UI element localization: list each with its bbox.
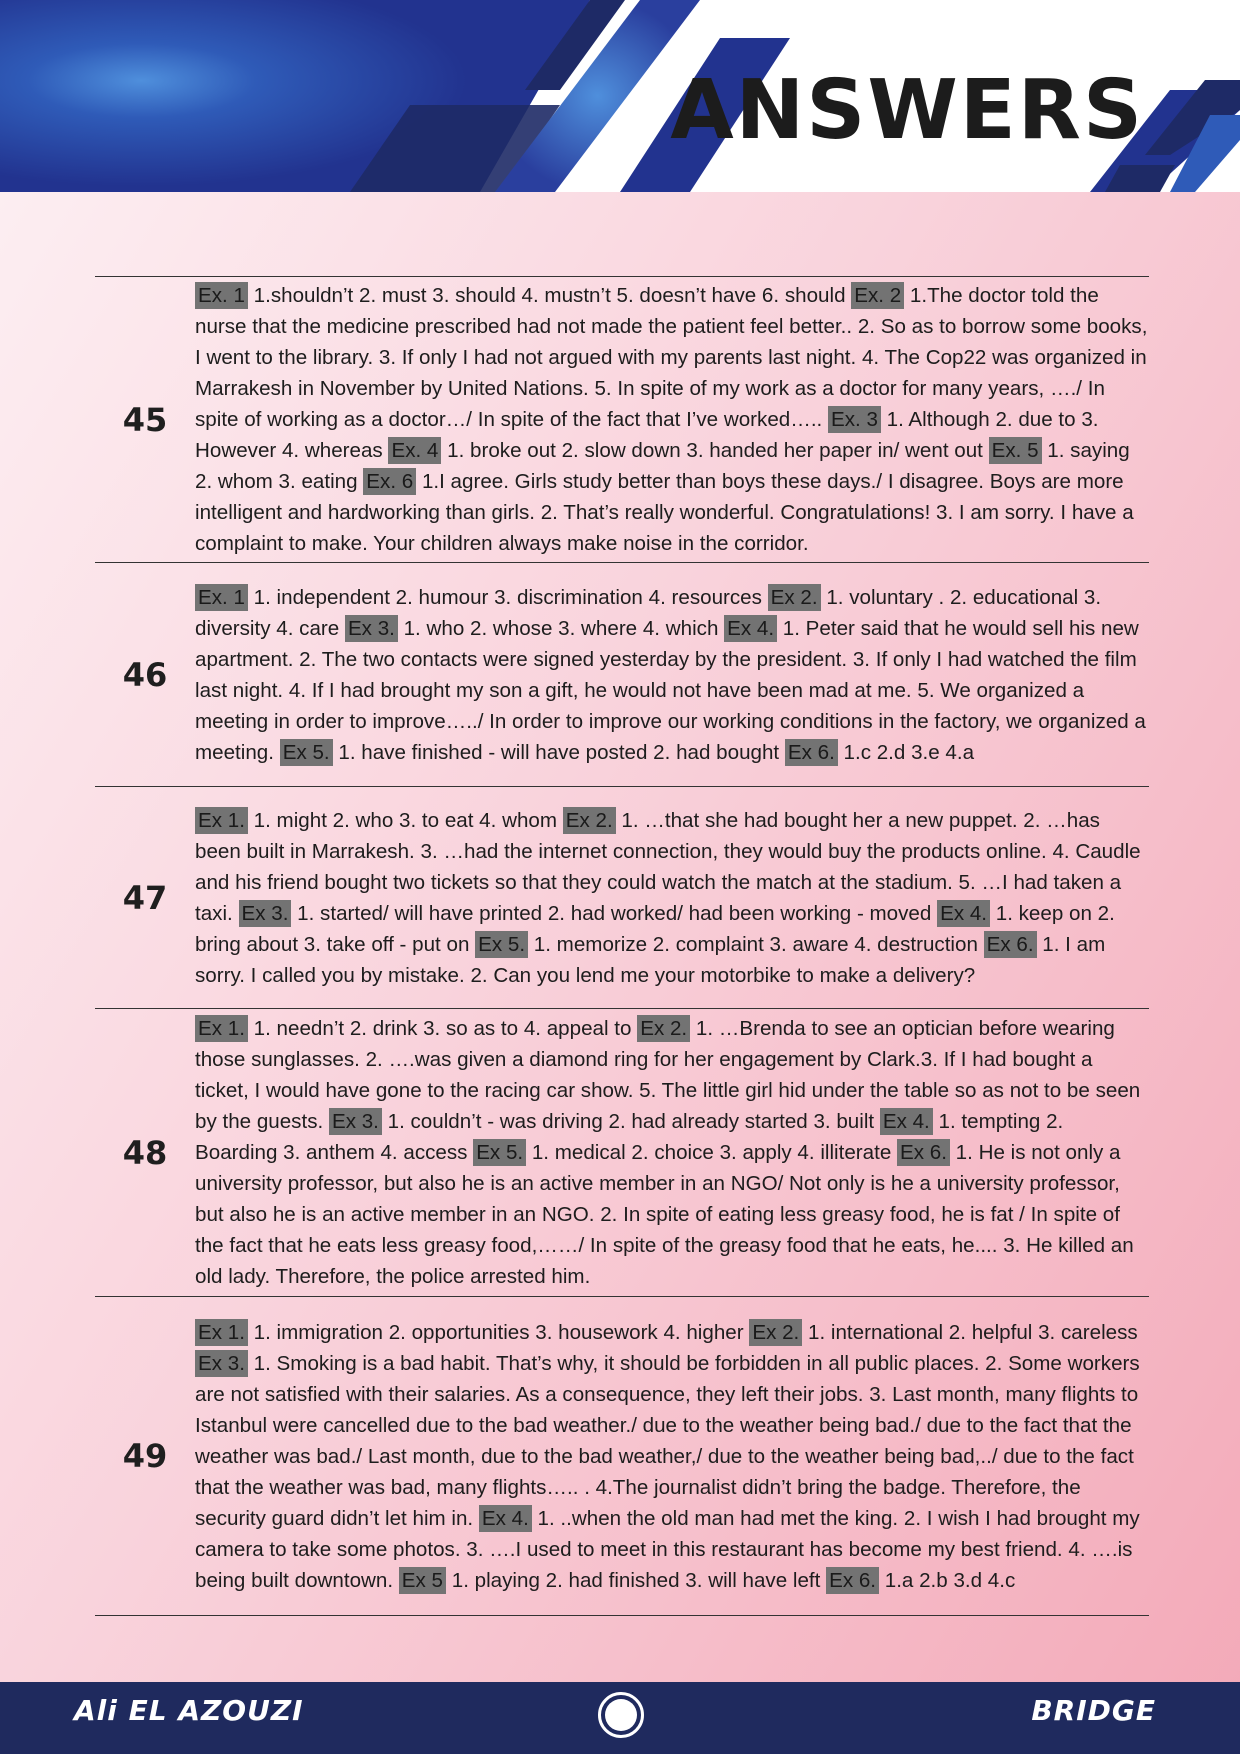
unit-row [95, 787, 1149, 1009]
unit-number: 47 [122, 878, 168, 917]
exercise-answers: 1. Although 2. due to 3. However 4. whereas [195, 408, 1099, 462]
exercise-tag: Ex 6. [984, 931, 1037, 958]
exercise-tag: Ex 2. [768, 584, 821, 611]
exercise-answers: 1.shouldn’t 2. must 3. should 4. mustn’t 5. doesn’t have 6. should [247, 284, 852, 307]
exercise-tag: Ex 4. [479, 1505, 532, 1532]
exercise-tag: Ex 2. [637, 1015, 690, 1042]
author-name: Ali EL AZOUZI [74, 1694, 304, 1727]
unit-number: 48 [122, 1133, 168, 1172]
exercise-tag: Ex 2. [749, 1319, 802, 1346]
exercise-answers: 1. have finished - will have posted 2. had bought [332, 740, 785, 764]
exercise-answers: 1. needn’t 2. drink 3. so as to 4. appeal to [247, 1017, 638, 1040]
exercise-answers: 1. …that she had bought her a new puppet. 2. …has been built in Marrakesh. 3. …had the internet connection, they would buy the products online. 4. Caudle and his friend bought two tickets so that they could watch the match at the stadium. 5. …I had taken a taxi. [195, 808, 1141, 925]
answer-text [102, 1317, 1149, 1596]
exercise-answers: 1. saying 2. whom 3. eating [195, 439, 1130, 493]
unit-row [95, 1009, 1149, 1297]
circle-logo-icon [598, 1692, 644, 1738]
unit-row [95, 277, 1149, 563]
answers-table [95, 276, 1149, 1616]
unit-row [95, 563, 1149, 787]
exercise-answers: 1. He is not only a university professor, but also he is an active member in an NGO/ Not only is he a university professor, but also he is an active member in an NGO. 2. In spite of eating less greasy food, he is fat / In spite of the fact that he eats less greasy food,……/ In spite of the greasy food that he eats, he.... 3. He killed an old lady. Therefore, the police arrested him. [195, 1141, 1134, 1288]
exercise-tag: Ex 3. [345, 615, 398, 642]
page-title: ANSWERS [670, 63, 1144, 158]
exercise-tag: Ex 3. [239, 900, 292, 927]
exercise-answers: 1. playing 2. had finished 3. will have left [446, 1568, 827, 1592]
exercise-tag: Ex 5. [475, 931, 528, 958]
exercise-tag: Ex 6. [897, 1139, 950, 1166]
exercise-tag: Ex. 5 [989, 437, 1042, 464]
exercise-answers: 1.I agree. Girls study better than boys these days./ I disagree. Boys are more intelligent and hardworking than girls. 2. That’s really wonderful. Congratulations! 3. I am sorry. I have a complaint to make. Your children always make noise in the corridor. [195, 470, 1134, 555]
exercise-tag: Ex. 6 [363, 468, 416, 495]
unit-number: 46 [122, 655, 168, 694]
exercise-answers: 1. tempting 2. Boarding 3. anthem 4. access [195, 1110, 1064, 1164]
exercise-tag: Ex 5. [473, 1139, 526, 1166]
exercise-answers: 1. medical 2. choice 3. apply 4. illiterate [526, 1141, 898, 1164]
exercise-answers: 1.The doctor told the nurse that the medicine prescribed had not made the patient feel better.. 2. So as to borrow some books, I went to the library. 3. If only I had not argued with my parents last night. 4. The Cop22 was organized in Marrakesh in November by United Nations. 5. In spite of my work as a doctor for many years, …./ In spite of working as a doctor…/ In spite of the fact that I’ve worked….. [195, 284, 1148, 431]
footer-bar [0, 1682, 1240, 1754]
exercise-tag: Ex. 4 [388, 437, 441, 464]
exercise-answers: 1. started/ will have printed 2. had worked/ had been working - moved [291, 901, 938, 925]
exercise-answers: 1. broke out 2. slow down 3. handed her paper in/ went out [441, 439, 989, 462]
exercise-answers: 1. who 2. whose 3. where 4. which [397, 616, 725, 640]
exercise-tag: Ex 5 [399, 1567, 446, 1594]
answer-text [102, 1013, 1149, 1292]
exercise-answers: 1.a 2.b 3.d 4.c [879, 1568, 1016, 1592]
exercise-answers: 1. ..when the old man had met the king. 2. I wish I had brought my camera to take some photos. 3. ….I used to meet in this restaurant has become my best friend. 4. ….is being built downtown. [195, 1506, 1140, 1592]
unit-number: 49 [122, 1437, 168, 1475]
unit-row [95, 1297, 1149, 1616]
exercise-tag: Ex. 1 [195, 282, 248, 309]
exercise-tag: Ex. 3 [828, 406, 881, 433]
exercise-tag: Ex 1. [195, 1015, 248, 1042]
exercise-tag: Ex 3. [195, 1350, 248, 1377]
exercise-answers: 1. independent 2. humour 3. discrimination 4. resources [247, 585, 768, 609]
exercise-tag: Ex 2. [563, 807, 616, 834]
exercise-answers: 1. international 2. helpful 3. careless [802, 1320, 1138, 1344]
answer-text [102, 280, 1149, 559]
exercise-answers: 1. memorize 2. complaint 3. aware 4. destruction [528, 932, 984, 956]
exercise-tag: Ex 6. [785, 739, 838, 766]
exercise-tag: Ex 4. [880, 1108, 933, 1135]
exercise-answers: 1. keep on 2. bring about 3. take off - put on [195, 901, 1115, 956]
exercise-tag: Ex 3. [329, 1108, 382, 1135]
exercise-answers: 1. voluntary . 2. educational 3. diversity 4. care [195, 585, 1102, 640]
exercise-tag: Ex 6. [826, 1567, 879, 1594]
exercise-tag: Ex 1. [195, 1319, 248, 1346]
exercise-tag: Ex 1. [195, 807, 248, 834]
answer-text [102, 582, 1149, 768]
exercise-answers: 1. I am sorry. I called you by mistake. 2. Can you lend me your motorbike to make a delivery? [195, 932, 1106, 987]
exercise-answers: 1. might 2. who 3. to eat 4. whom [247, 808, 563, 832]
exercise-answers: 1. immigration 2. opportunities 3. housework 4. higher [247, 1320, 750, 1344]
brand-name: BRIDGE [1031, 1694, 1156, 1727]
exercise-answers: 1. Smoking is a bad habit. That’s why, it should be forbidden in all public places. 2. Some workers are not satisfied with their salaries. As a consequence, they left their jobs. 3. Last month, many flights to Istanbul were cancelled due to the bad weather./ due to the weather being bad./ due to the fact that the weather was bad./ Last month, due to the bad weather,/ due to the weather being bad,../ due to the fact that the weather was bad, many flights….. . 4.The journalist didn’t bring the badge. Therefore, the security guard didn’t let him in. [195, 1351, 1140, 1530]
exercise-tag: Ex 4. [724, 615, 777, 642]
exercise-tag: Ex. 2 [851, 282, 904, 309]
exercise-answers: 1. couldn’t - was driving 2. had already started 3. built [381, 1110, 880, 1133]
exercise-tag: Ex. 1 [195, 584, 248, 611]
exercise-answers: 1.c 2.d 3.e 4.a [837, 740, 975, 764]
exercise-answers: 1. Peter said that he would sell his new apartment. 2. The two contacts were signed yesterday by the president. 3. If only I had watched the film last night. 4. If I had brought my son a gift, he would not have been mad at me. 5. We organized a meeting in order to improve…../ In order to improve our working conditions in the factory, we organized a meeting. [195, 616, 1146, 764]
answer-text [102, 805, 1149, 991]
exercise-tag: Ex 4. [937, 900, 990, 927]
exercise-tag: Ex 5. [280, 739, 333, 766]
unit-number: 45 [122, 400, 168, 439]
header-banner [0, 0, 1240, 192]
exercise-answers: 1. …Brenda to see an optician before wearing those sunglasses. 2. ….was given a diamond ring for her engagement by Clark.3. If I had bought a ticket, I would have gone to the racing car show. 5. The little girl hid under the table so as not to be seen by the guests. [195, 1017, 1141, 1133]
